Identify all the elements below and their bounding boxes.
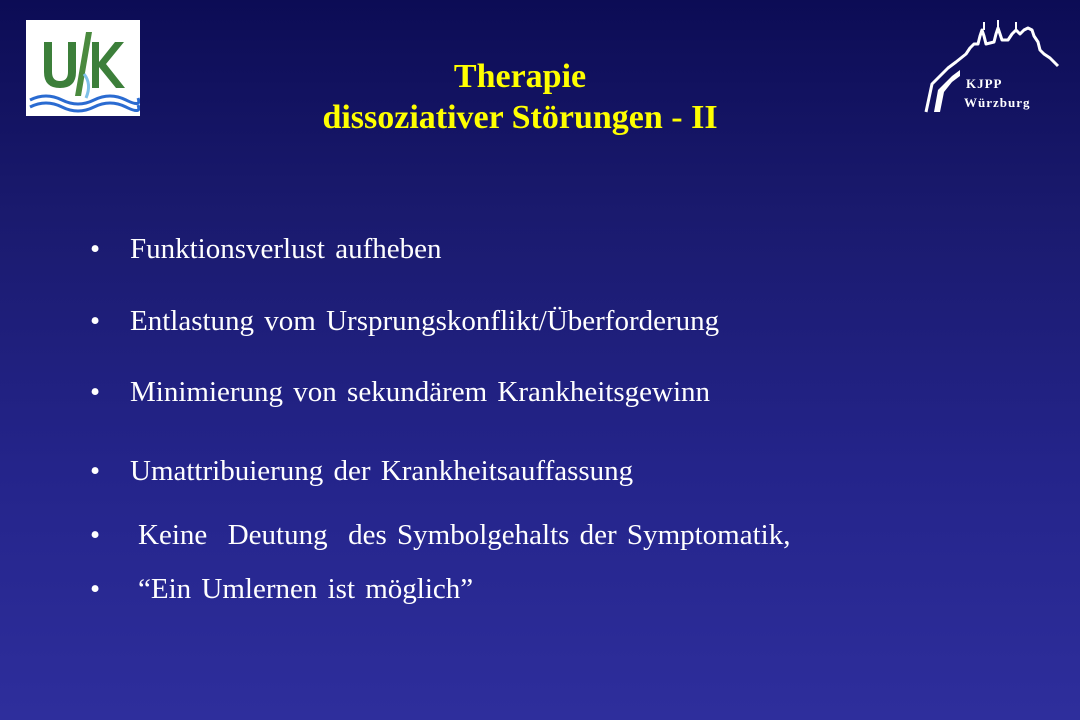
logo-right-line-2: Würzburg <box>964 95 1031 110</box>
bullet-marker: • <box>90 519 101 551</box>
bullet-text: “Ein Umlernen ist möglich” <box>138 573 474 605</box>
bullet-marker: • <box>90 573 101 605</box>
bullet-marker: • <box>90 305 101 337</box>
logo-right-line-1: KJPP <box>966 76 1003 91</box>
bullet-marker: • <box>90 233 101 265</box>
bullet-marker: • <box>90 455 101 487</box>
bullet-text: Entlastung vom Ursprungskonflikt/Überforderung <box>130 305 720 337</box>
bullet-text: Funktionsverlust aufheben <box>130 233 442 265</box>
title-line-2: dissoziativer Störungen - II <box>322 99 718 136</box>
bullet-marker: • <box>90 376 101 408</box>
bullet-text: Minimierung von sekundärem Krankheitsgewinn <box>130 376 711 408</box>
bullet-text: Umattribuierung der Krankheitsauffassung <box>130 455 634 487</box>
title-line-1: Therapie <box>453 58 587 95</box>
bullet-text: Keine Deutung des Symbolgehalts der Symptomatik, <box>138 519 791 551</box>
